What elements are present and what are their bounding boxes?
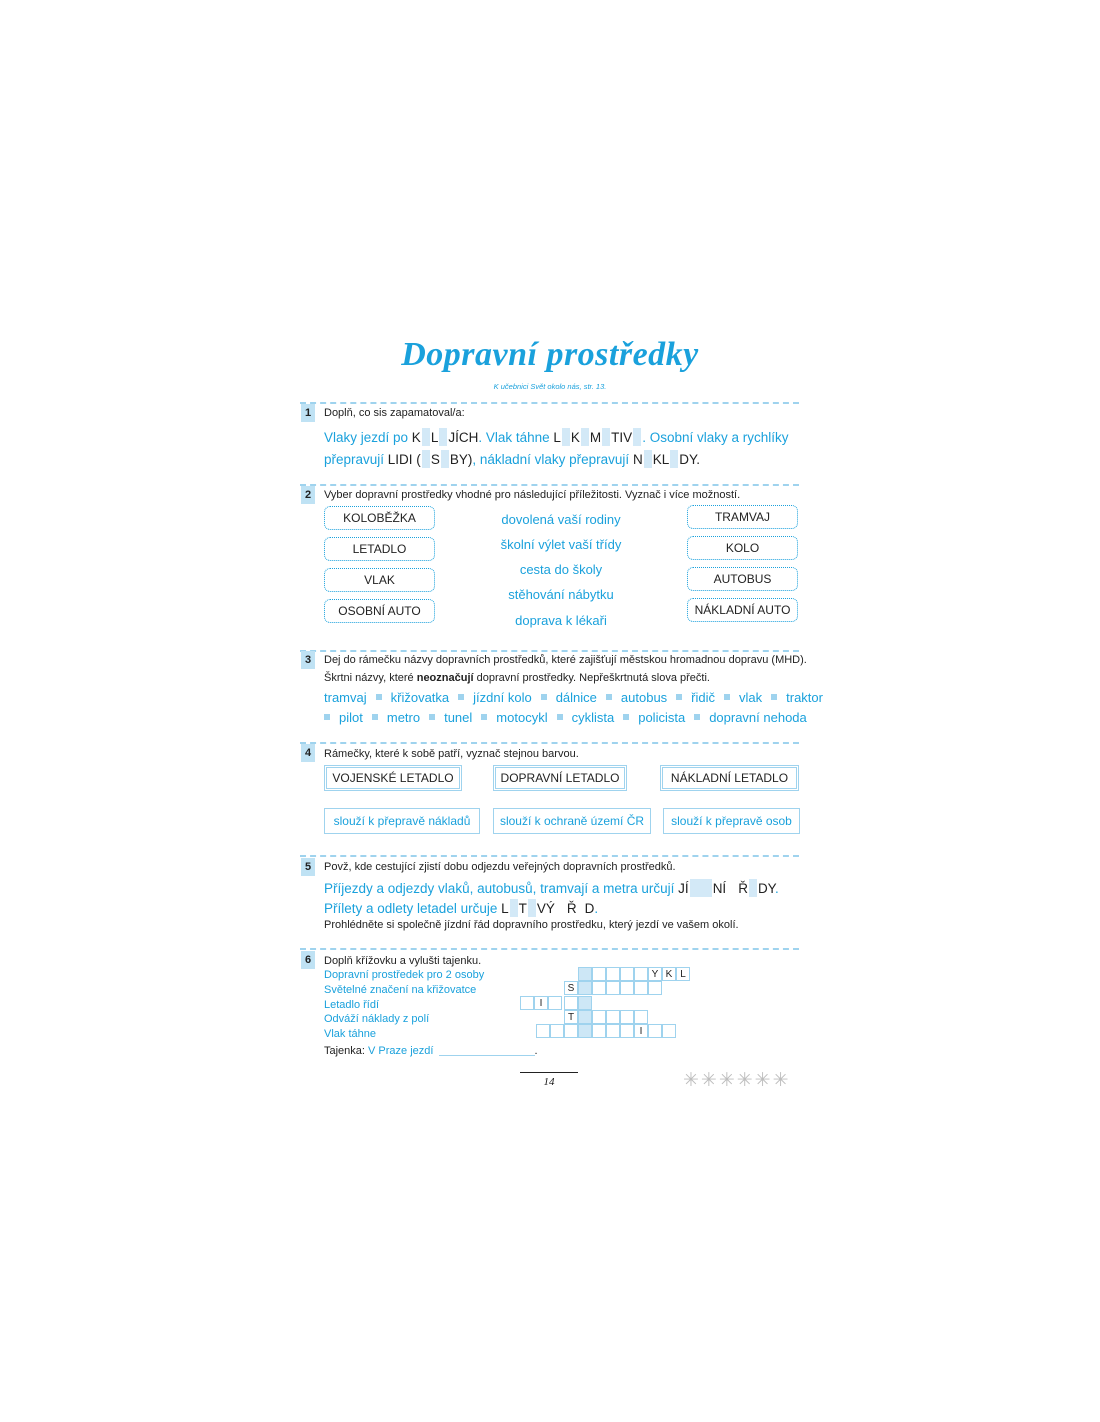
word-item[interactable]: jízdní kolo [473, 690, 532, 705]
crossword-cell[interactable] [592, 1010, 606, 1024]
page-title: Dopravní prostředky [401, 336, 699, 373]
crossword-cell[interactable] [634, 981, 648, 995]
exercise-number: 4 [301, 744, 315, 762]
crossword-cell: I [534, 996, 548, 1010]
word-item[interactable]: autobus [620, 690, 668, 705]
page-subtitle: K učebnici Svět okolo nás, str. 13. [493, 382, 607, 391]
letter-gap[interactable] [690, 879, 712, 897]
exercise-line: Přílety a odlety letadel určuje L T VÝ Ř D. [324, 901, 599, 916]
purpose-frame[interactable]: slouží k přepravě nákladů [324, 808, 480, 834]
vehicle-box[interactable]: TRAMVAJ [687, 505, 798, 529]
word-item[interactable]: řidič [691, 690, 716, 705]
vehicle-box[interactable]: VLAK [324, 568, 435, 592]
exercise-number: 5 [301, 858, 315, 876]
plane-frame[interactable]: VOJENSKÉ LETADLO [324, 765, 462, 791]
crossword-clue: Letadlo řídí [324, 999, 380, 1011]
crossword-cell[interactable] [620, 967, 634, 981]
crossword-cell[interactable] [550, 1024, 564, 1038]
exercise-instruction: Rámečky, které k sobě patří, vyznač stejnou barvou. [324, 748, 579, 760]
word-item[interactable]: pilot [339, 710, 363, 725]
word-item[interactable]: dálnice [555, 690, 597, 705]
letter-gap[interactable] [562, 428, 570, 446]
vehicle-box[interactable]: KOLOBĚŽKA [324, 506, 435, 530]
crossword-cell[interactable] [648, 1024, 662, 1038]
decorative-stars: ✳✳✳✳✳✳ [683, 1070, 791, 1091]
crossword-cell: K [662, 967, 676, 981]
purpose-frame[interactable]: slouží k ochraně území ČR [493, 808, 651, 834]
vehicle-box[interactable]: LETADLO [324, 537, 435, 561]
letter-gap[interactable] [644, 450, 652, 468]
crossword-cell[interactable] [564, 1024, 578, 1038]
crossword-cell[interactable] [592, 981, 606, 995]
crossword-cell[interactable] [606, 967, 620, 981]
separator [300, 855, 799, 857]
exercise-instruction: Doplň, co sis zapamatoval/a: [324, 407, 465, 419]
letter-gap[interactable] [556, 899, 566, 917]
separator [300, 484, 799, 486]
crossword-cell[interactable] [578, 1024, 592, 1038]
occasion-label[interactable]: školní výlet vaší třídy [500, 537, 622, 552]
word-item[interactable]: tunel [444, 710, 473, 725]
crossword-cell[interactable] [620, 981, 634, 995]
occasion-label[interactable]: doprava k lékaři [515, 613, 607, 628]
occasion-label[interactable]: stěhování nábytku [508, 587, 614, 602]
letter-gap[interactable] [422, 428, 430, 446]
crossword-cell: L [676, 967, 690, 981]
occasion-label[interactable]: dovolená vaší rodiny [501, 512, 621, 527]
crossword-cell[interactable] [578, 981, 592, 995]
crossword-cell[interactable] [620, 1024, 634, 1038]
crossword-cell: Y [648, 967, 662, 981]
word-item[interactable]: dopravní nehoda [709, 710, 807, 725]
page-number: 14 [520, 1072, 578, 1088]
letter-gap[interactable] [578, 899, 584, 917]
exercise-number: 2 [301, 486, 315, 504]
exercise-number: 1 [301, 404, 315, 422]
word-item[interactable]: vlak [739, 690, 763, 705]
crossword-cell[interactable] [578, 996, 592, 1010]
crossword-cell: T [564, 1010, 578, 1024]
letter-gap[interactable] [528, 899, 536, 917]
separator [300, 948, 799, 950]
letter-gap[interactable] [727, 879, 737, 897]
plane-frame[interactable]: DOPRAVNÍ LETADLO [493, 765, 627, 791]
exercise-instruction: Povž, kde cestující zjistí dobu odjezdu veřejných dopravních prostředků. [324, 861, 676, 873]
exercise-line: Vlaky jezdí po K L JÍCH. Vlak táhne L K M TIV . Osobní vlaky a rychlíky [324, 430, 789, 445]
exercise-note: Prohlédněte si společně jízdní řád dopravního prostředku, který jezdí ve vašem okolí. [324, 919, 739, 931]
crossword-cell[interactable] [606, 981, 620, 995]
separator [300, 742, 799, 744]
letter-gap[interactable] [422, 450, 430, 468]
crossword-clue: Vlak táhne [324, 1028, 376, 1040]
plane-frame[interactable]: NÁKLADNÍ LETADLO [660, 765, 799, 791]
solution-blank[interactable] [439, 1055, 535, 1056]
crossword-clue: Odváží náklady z polí [324, 1013, 430, 1025]
exercise-instruction: Dej do rámečku názvy dopravních prostředků, které zajišťují městskou hromadnou dopravu (MHD). [324, 654, 807, 666]
solution-line: Tajenka: V Praze jezdí . [324, 1045, 538, 1057]
crossword-cell[interactable] [548, 996, 562, 1010]
crossword-cell[interactable] [634, 1010, 648, 1024]
crossword-clue: Světelné značení na křižovatce [324, 984, 477, 996]
exercise-instruction: Vyber dopravní prostředky vhodné pro následující příležitosti. Vyznač i více možností. [324, 489, 741, 501]
crossword-cell[interactable] [648, 981, 662, 995]
crossword-cell[interactable] [620, 1010, 634, 1024]
vehicle-box[interactable]: KOLO [687, 536, 798, 560]
crossword-cell[interactable] [536, 1024, 550, 1038]
crossword-cell: S [564, 981, 578, 995]
crossword-cell[interactable] [606, 1024, 620, 1038]
word-item[interactable]: tramvaj [324, 690, 367, 705]
exercise-number: 6 [301, 951, 315, 969]
separator [300, 402, 799, 404]
exercise-instruction: Doplň křížovku a vylušti tajenku. [324, 955, 482, 967]
crossword-cell[interactable] [592, 1024, 606, 1038]
word-item[interactable]: traktor [786, 690, 823, 705]
exercise-line: Příjezdy a odjezdy vlaků, autobusů, tramvají a metra určují JÍ NÍ Ř DY. [324, 881, 779, 896]
vehicle-box[interactable]: OSOBNÍ AUTO [324, 599, 435, 623]
separator [300, 650, 799, 652]
crossword-cell[interactable] [578, 967, 592, 981]
vehicle-box[interactable]: AUTOBUS [687, 567, 798, 591]
vehicle-box[interactable]: NÁKLADNÍ AUTO [687, 598, 798, 622]
crossword-cell[interactable] [592, 967, 606, 981]
letter-gap[interactable] [749, 879, 757, 897]
word-item[interactable]: motocykl [496, 710, 548, 725]
word-row [324, 690, 823, 705]
word-item[interactable]: cyklista [571, 710, 615, 725]
letter-gap[interactable] [602, 428, 610, 446]
crossword-clue: Dopravní prostředek pro 2 osoby [324, 969, 485, 981]
letter-gap[interactable] [441, 450, 449, 468]
letter-gap[interactable] [670, 450, 678, 468]
crossword-cell[interactable] [564, 996, 578, 1010]
exercise-line: přepravují LIDI ( S BY), nákladní vlaky přepravují N KL DY. [324, 452, 700, 467]
crossword-cell[interactable] [578, 1010, 592, 1024]
crossword-cell[interactable] [634, 967, 648, 981]
word-row [324, 710, 807, 725]
crossword-cell[interactable] [520, 996, 534, 1010]
exercise-number: 3 [301, 651, 315, 669]
purpose-frame[interactable]: slouží k přepravě osob [663, 808, 800, 834]
letter-gap[interactable] [633, 428, 641, 446]
crossword-cell: I [634, 1024, 648, 1038]
occasion-label[interactable]: cesta do školy [519, 562, 603, 577]
crossword-cell[interactable] [662, 1024, 676, 1038]
word-item[interactable]: policista [638, 710, 686, 725]
letter-gap[interactable] [439, 428, 447, 446]
crossword-cell[interactable] [606, 1010, 620, 1024]
exercise-instruction: Škrtni názvy, které neoznačují dopravní prostředky. Nepřeškrtnutá slova přečti. [324, 672, 710, 684]
word-item[interactable]: metro [386, 710, 421, 725]
letter-gap[interactable] [510, 899, 518, 917]
word-item[interactable]: křižovatka [390, 690, 450, 705]
letter-gap[interactable] [581, 428, 589, 446]
